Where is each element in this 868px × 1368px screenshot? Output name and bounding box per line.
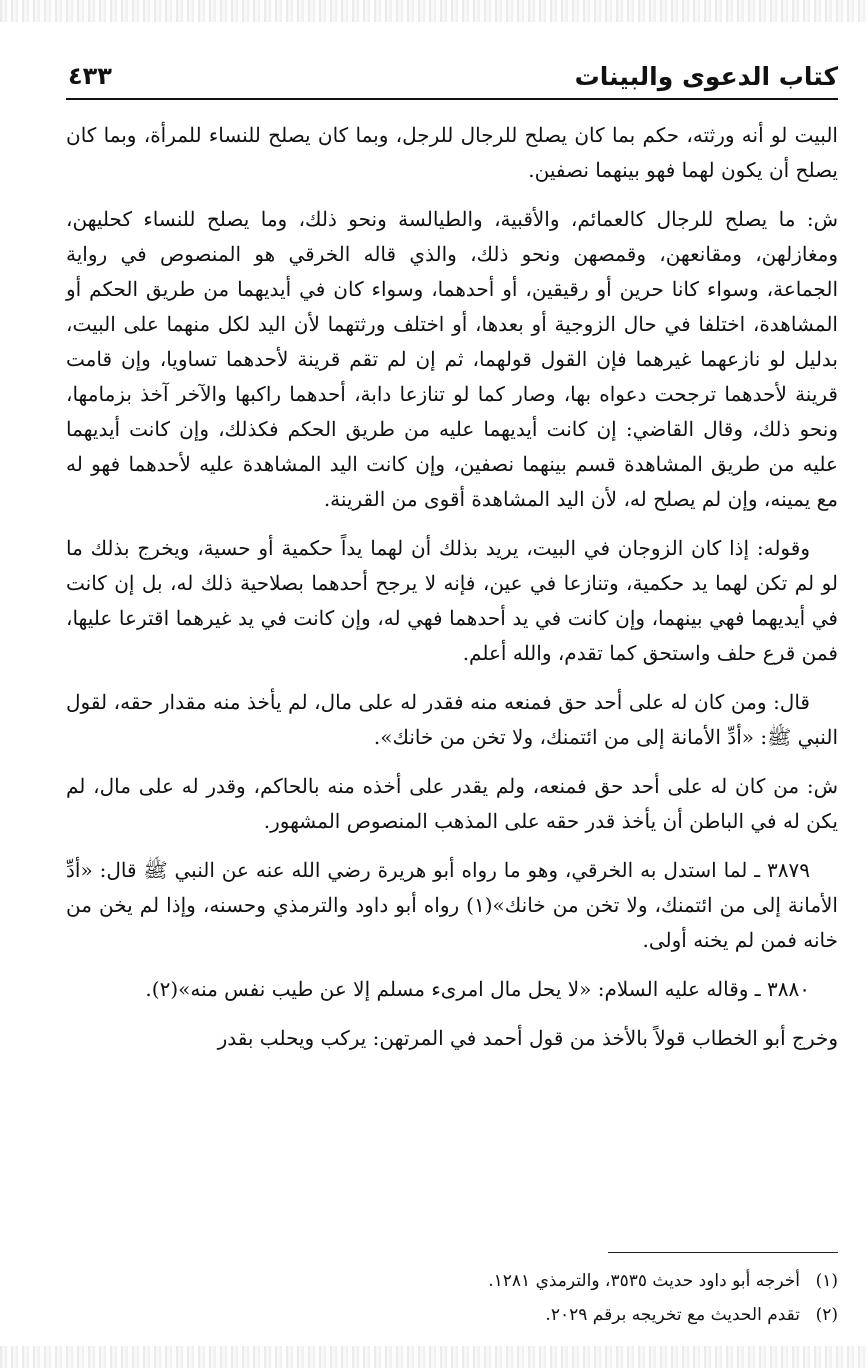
running-header <box>66 58 838 100</box>
paragraph: قال: ومن كان له على أحد حق فمنعه منه فقدر له على مال، لم يأخذ منه مقدار حقه، لقول النبي ﷺ: «أدِّ الأمانة إلى من ائتمنك، ولا تخن من خانك». <box>66 690 838 749</box>
footnotes <box>66 1264 838 1332</box>
chapter-title: كتاب الدعوى والبينات <box>574 62 838 91</box>
footnote-number: (٢) <box>815 1305 838 1325</box>
footnote-number: (١) <box>815 1271 838 1291</box>
footnote-text: تقدم الحديث مع تخريجه برقم ٢٠٢٩. <box>545 1305 800 1325</box>
paragraph: ش: من كان له على أحد حق فمنعه، ولم يقدر على أخذه منه بالحاكم، وقدر له على مال، لم يكن له في الباطن أن يأخذ قدر حقه على المذهب المنصوص المشهور. <box>66 774 838 833</box>
footnote-divider <box>608 1252 838 1253</box>
footnote <box>66 1264 838 1298</box>
paragraph: وخرج أبو الخطاب قولاً بالأخذ من قول أحمد في المرتهن: يركب ويحلب بقدر <box>217 1026 838 1050</box>
footnote-text: أخرجه أبو داود حديث ٣٥٣٥، والترمذي ١٢٨١. <box>488 1271 800 1291</box>
paragraph: وقوله: إذا كان الزوجان في البيت، يريد بذلك أن لهما يداً حكمية أو حسية، ويخرج بذلك ما لو لم تكن لهما يد حكمية، وتنازعا في عين، فإنه لا يرجح أحدهما بصلاحية ذلك له، بل إن كانت في أيديهما فهي بينهما، وإن كانت في يد أحدهما فهي له، وإن كانت في يد غيرهما اقترعا عليها، فمن قرع حلف واستحق كما تقدم، والله أعلم. <box>66 536 838 665</box>
page-number: ٤٣٣ <box>68 62 112 90</box>
footnote <box>66 1298 838 1332</box>
main-text <box>66 118 838 1070</box>
paragraph: ش: ما يصلح للرجال كالعمائم، والأقبية، والطيالسة ونحو ذلك، وما يصلح للنساء كحليهن، ومغازلهن، ومقانعهن، وقمصهن ونحو ذلك، والذي قاله الخرقي هو المنصوص في رواية الجماعة، وسواء كانا حرين أو رقيقين، أو أحدهما، وسواء كان في أيديهما من طريق الحكم أو المشاهدة، اختلفا في حال الزوجية أو بعدها، أو اختلف ورثتهما لأن اليد لكل منهما على البيت، بدليل لو نازعهما غيرهما فإن القول قولهما، ثم إن لم تقم قرينة لأحدهما تساويا، وإن قامت قرينة لأحدهما ترجحت دعواه بها، وصار كما لو تنازعا دابة، أحدهما راكبها والآخر آخذ بزمامها، ونحو ذلك، وقال القاضي: إن كانت أيديهما عليه من طريق الحكم فكذلك، وإن كانت أيديهما عليه من طريق المشاهدة قسم بينهما نصفين، وإن كانت اليد المشاهدة عليه لأحدهما فهو له مع يمينه، وإن لم يصلح له، لأن اليد المشاهدة أقوى من القرينة. <box>66 207 838 511</box>
scan-edge-bottom <box>0 1346 868 1368</box>
book-page <box>66 0 838 1368</box>
paragraph: ٣٨٧٩ ـ لما استدل به الخرقي، وهو ما رواه أبو هريرة رضي الله عنه عن النبي ﷺ قال: «أدِّ الأمانة إلى من ائتمنك، ولا تخن من خانك»(١) رواه أبو داود والترمذي وحسنه، وإذا لم يخن من خانه فمن لم يخنه أولى. <box>66 858 838 952</box>
paragraph: ٣٨٨٠ ـ وقاله عليه السلام: «لا يحل مال امرىء مسلم إلا عن طيب نفس منه»(٢). <box>145 977 810 1001</box>
paragraph: البيت لو أنه ورثته، حكم بما كان يصلح للرجال للرجل، وبما كان يصلح للنساء للمرأة، وبما كان يصلح أن يكون لهما فهو بينهما نصفين. <box>66 123 838 182</box>
